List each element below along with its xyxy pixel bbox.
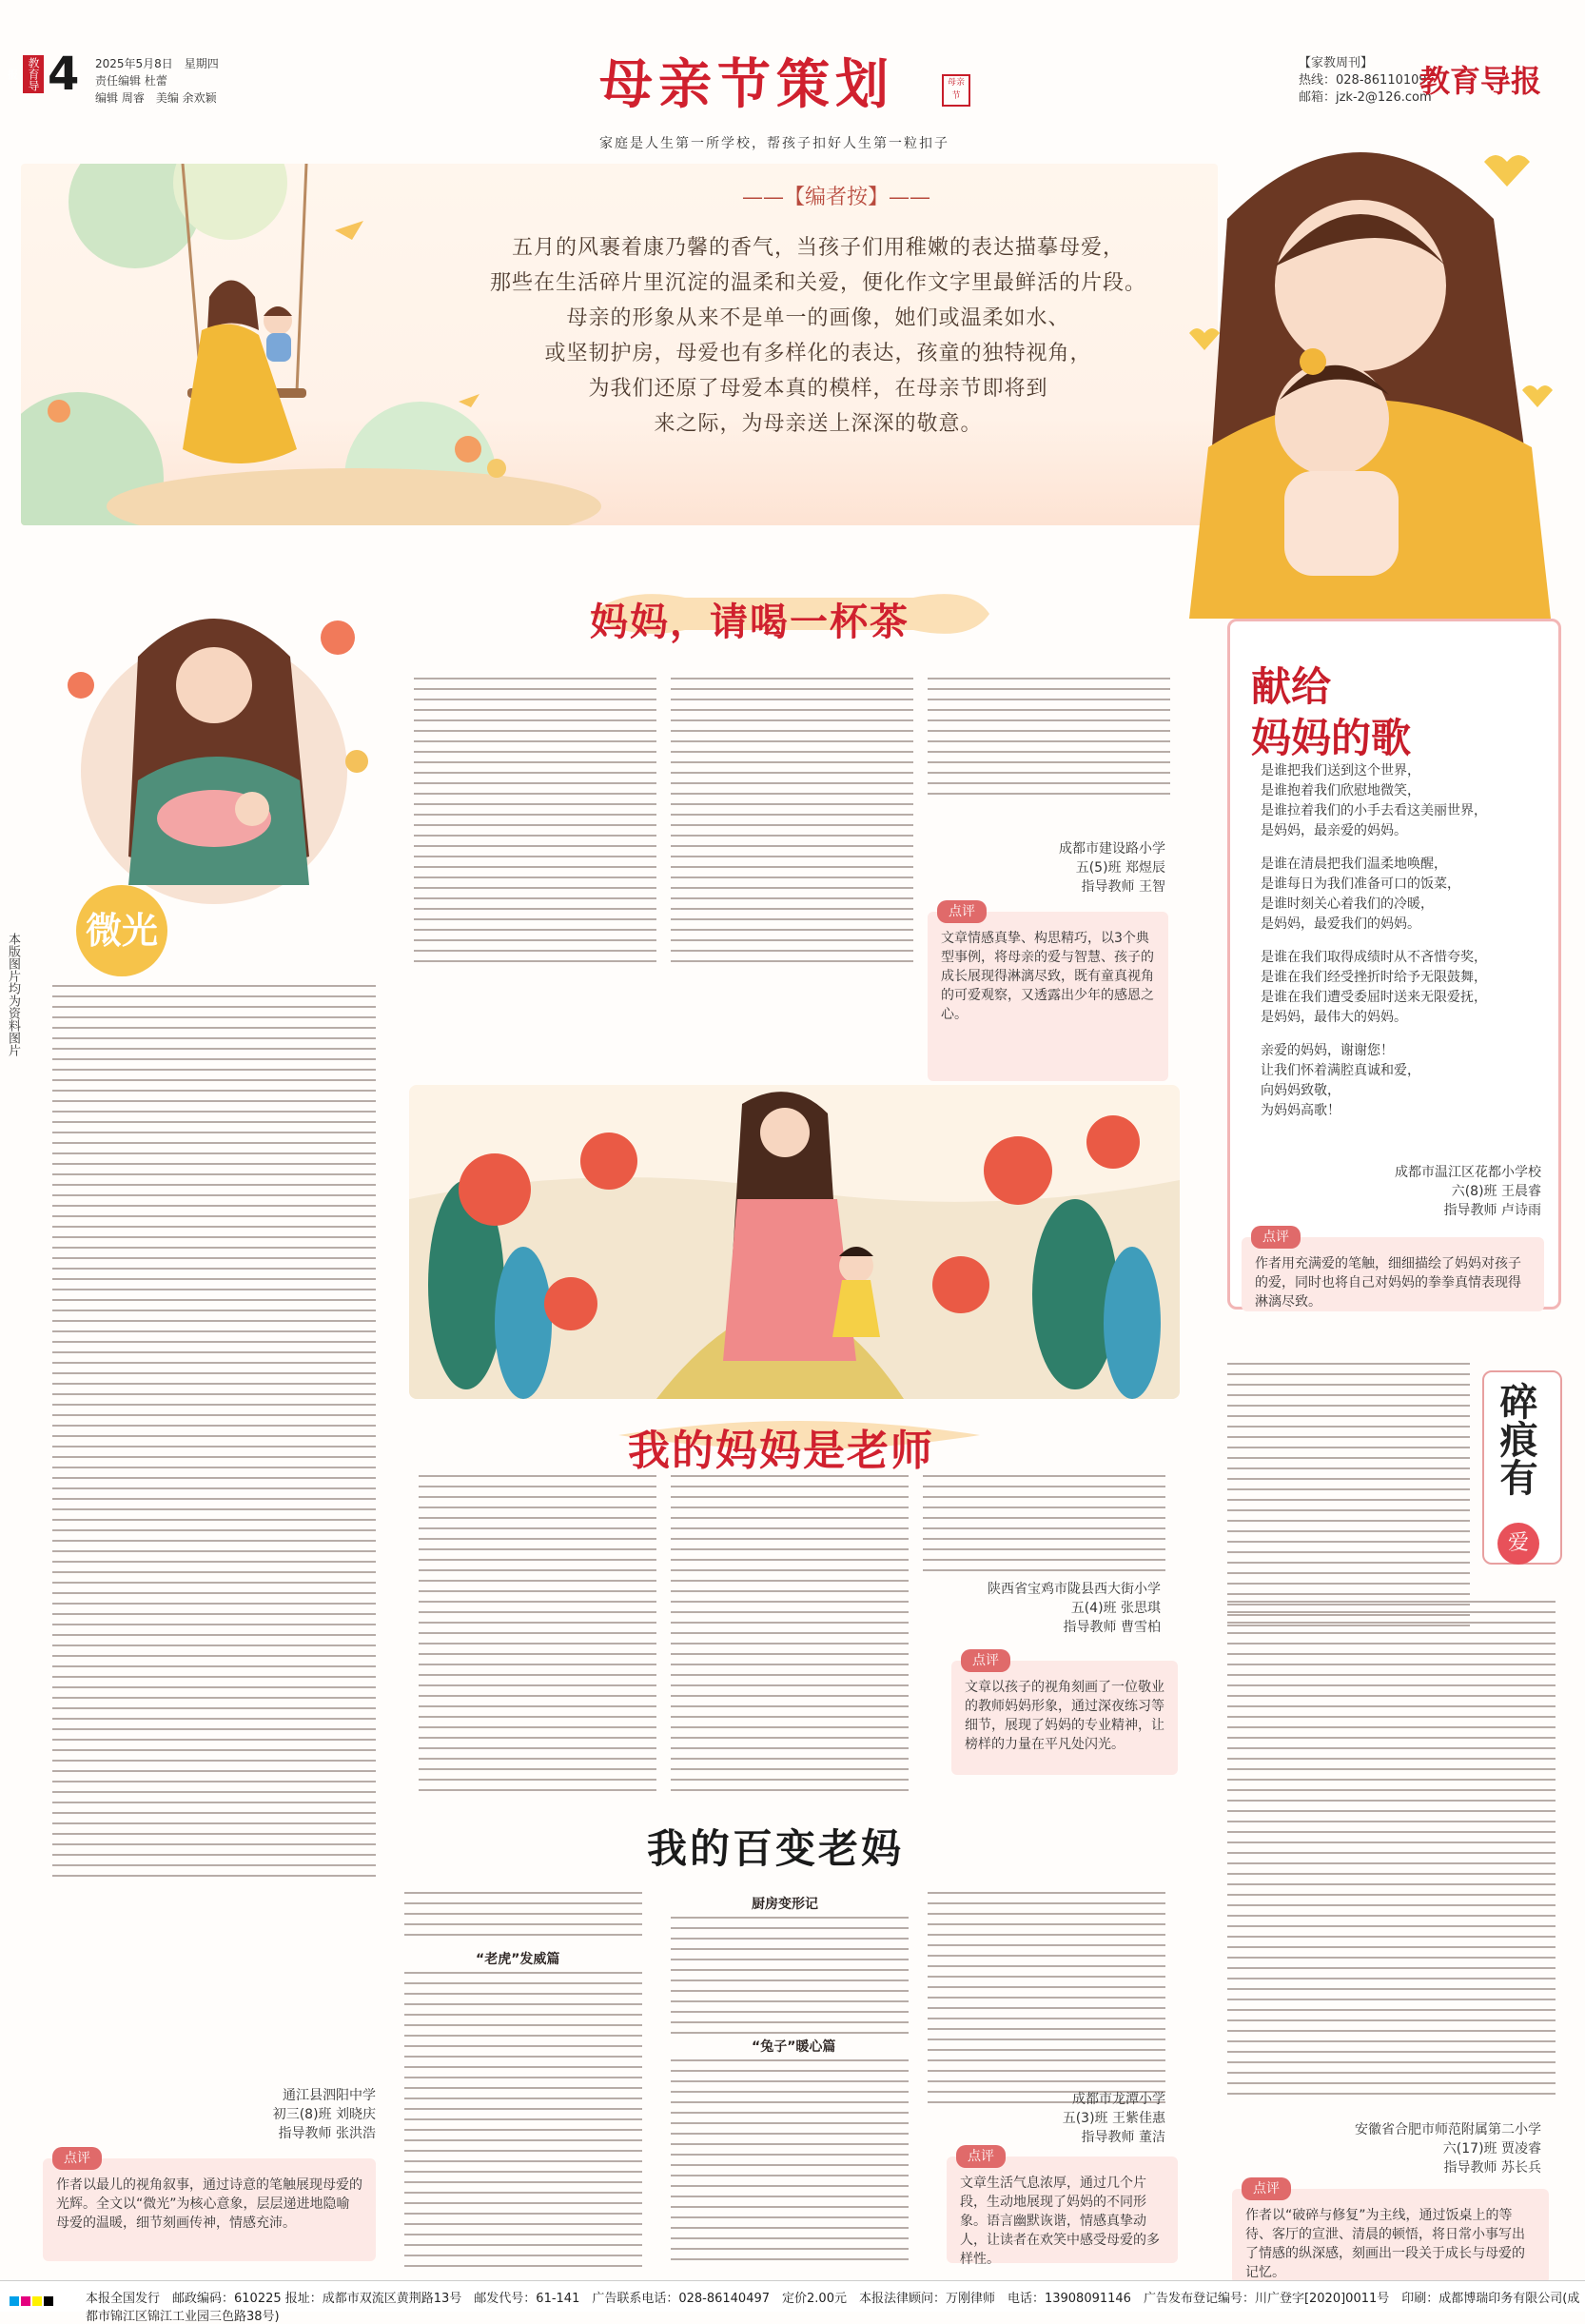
comment-text: 文章以孩子的视角刻画了一位敬业的教师妈妈形象，通过深夜练习等细节，展现了妈妈的专业精神，让榜样的力量在平凡处闪光。 [965, 1680, 1164, 1752]
comment-box-bianhua [947, 2149, 1178, 2267]
subheading-laohu: “老虎”发威篇 [476, 1952, 560, 1967]
comment-box-teacher [951, 1653, 1178, 1775]
comment-text: 作者以最儿的视角叙事，通过诗意的笔触展现母爱的光辉。全文以“微光”为核心意象，层层递进地隐喻母爱的温暖，细节刻画传神，情感充沛。 [56, 2177, 362, 2231]
byline-school: 陕西省宝鸡市陇县西大街小学 [988, 1582, 1161, 1597]
byline-bianhua [928, 2090, 1165, 2147]
byline-student: 五(3)班 王紫佳惠 [1062, 2111, 1165, 2126]
comment-tag: 点评 [1242, 2177, 1291, 2200]
mother-hug-illustration [1170, 105, 1560, 619]
comment-text: 作者以“破碎与修复”为主线，通过饭桌上的等待、客厅的宣泄、清晨的顿悟，将日常小事写出了情感的纵深感，刻画出一段关于成长与母爱的记忆。 [1245, 2208, 1525, 2280]
song-stanza: 亲爱的妈妈，谢谢您！ 让我们怀着满腔真诚和爱， 向妈妈致敬， 为妈妈高歌！ [1261, 1043, 1420, 1118]
byline-teacher: 指导教师 张洪浩 [278, 2126, 376, 2141]
comment-tag: 点评 [956, 2145, 1006, 2168]
article-body-scar-top [1227, 1363, 1470, 1635]
byline-school: 通江县泗阳中学 [283, 2088, 376, 2103]
byline-song [1256, 1163, 1541, 1220]
byline-student: 六(17)班 贾凌睿 [1442, 2141, 1541, 2157]
comment-tag: 点评 [937, 900, 987, 923]
article-title-weiguang: 微光 [76, 885, 167, 976]
article-title-scar: 碎痕有 [1494, 1382, 1538, 1496]
editor-note-line: 或坚韧护房，母爱也有多样化的表达，孩童的独特视角， [544, 342, 1092, 365]
article-body-bianhua-col2b [671, 2059, 909, 2269]
article-body-cup-col2 [671, 678, 913, 971]
byline-student: 初三(8)班 刘晓庆 [272, 2107, 376, 2122]
editor-note-line: 五月的风裹着康乃馨的香气，当孩子们用稚嫩的表达描摹母爱， [511, 236, 1125, 260]
brand-contact [1299, 55, 1432, 107]
article-title-bianhua: 我的百变老妈 [647, 1825, 905, 1872]
article-body-bianhua-col3 [928, 1892, 1165, 2112]
byline-weiguang [190, 2086, 376, 2143]
article-body-weiguang [52, 985, 376, 1885]
comment-tag: 点评 [1251, 1226, 1301, 1249]
comment-text: 文章情感真挚、构思精巧，以3个典型事例，将母亲的爱与智慧、孩子的成长展现得淋漓尽致，既有童真视角的可爱观察，又透露出少年的感恩之心。 [941, 931, 1154, 1022]
song-stanza: 是谁在清晨把我们温柔地唤醒， 是谁每日为我们准备可口的饭菜， 是谁时刻关心着我们的冷暖， 是妈妈，最爱我们的妈妈。 [1261, 857, 1460, 932]
byline-teacher: 指导教师 苏长兵 [1443, 2160, 1541, 2176]
article-title-song [1251, 661, 1411, 764]
byline-school: 安徽省合肥市师范附属第二小学 [1355, 2122, 1541, 2137]
article-body-bianhua-col2 [671, 1917, 909, 2042]
comment-tag: 点评 [961, 1649, 1010, 1672]
masthead-title: 母亲节策划 [599, 53, 894, 116]
editor-note-line: 母亲的形象从来不是单一的画像，她们或温柔如水、 [566, 306, 1070, 330]
byline-school: 成都市龙潭小学 [1072, 2092, 1165, 2107]
editor-note-body [457, 230, 1180, 442]
brand-phone: 热线：028-86110109 [1299, 73, 1427, 88]
comment-box-weiguang [43, 2151, 376, 2261]
header-meta [95, 55, 219, 107]
byline-teacher: 指导教师 董洁 [1081, 2130, 1165, 2145]
comment-tag: 点评 [52, 2147, 102, 2170]
comment-box-cup [928, 904, 1168, 1081]
song-stanza: 是谁在我们取得成绩时从不吝惜夸奖， 是谁在我们经受挫折时给予无限鼓舞， 是谁在我们遭受委屈时送来无限爱抚， 是妈妈，最伟大的妈妈。 [1261, 950, 1487, 1025]
side-caption: 本版图片均为资料图片 [6, 933, 20, 1056]
heart-icon: 爱 [1497, 1523, 1539, 1565]
comment-text: 文章生活气息浓厚，通过几个片段，生动地展现了妈妈的不同形象。语言幽默诙谐，情感真挚动人，让读者在欢笑中感受母爱的多样性。 [960, 2176, 1160, 2267]
date-line: 2025年5月8日 星期四 [95, 57, 219, 70]
article-body-bianhua-col1 [404, 1892, 642, 1944]
editor-line-2: 编辑 周睿 美编 余欢颖 [95, 91, 217, 105]
editor-note-line: 为我们还原了母爱本真的模样，在母亲节即将到 [588, 377, 1048, 401]
editor-line: 责任编辑 杜蕾 [95, 74, 167, 88]
article-title-cup: 妈妈，请喝一杯茶 [590, 600, 910, 644]
article-body-bianhua-col1b [404, 1972, 642, 2275]
byline-school: 成都市建设路小学 [1059, 841, 1165, 857]
brand-label: 【家教周刊】 [1299, 56, 1374, 70]
brand-logo: 教育导报 [1419, 63, 1542, 99]
byline-teacher [923, 1580, 1161, 1637]
comment-box-scar [1232, 2181, 1549, 2284]
page-number: 4 [48, 48, 80, 101]
footer-text: 本报全国发行 邮政编码：610225 报址：成都市双流区黄荆路13号 邮发代号：61-141 广告联系电话：028-86140497 定价2.00元 本报法律顾问：万刚律师 电话：13908091146 广告发布登记编号：川广登字[2020]0011号 印刷：成都博瑞印务有限公司(成都市锦江区锦江工业园三色路38号) [86, 2292, 1580, 2324]
page-tag: 教育导报 [23, 55, 44, 93]
article-body-teacher-col3 [923, 1475, 1165, 1580]
comment-box-song [1242, 1230, 1544, 1311]
article-body-cup-col1 [414, 678, 656, 971]
editor-note-title: ——【编者按】—— [742, 186, 931, 209]
byline-school: 成都市温江区花都小学校 [1395, 1165, 1541, 1180]
byline-teacher: 指导教师 曹雪柏 [1063, 1620, 1161, 1635]
color-bar [10, 2292, 55, 2310]
comment-text: 作者用充满爱的笔触，细细描绘了妈妈对孩子的爱，同时也将自己对妈妈的拳拳真情表现得淋漓尽致。 [1255, 1256, 1521, 1310]
byline-student: 五(5)班 郑煜辰 [1075, 860, 1165, 876]
byline-teacher: 指导教师 卢诗雨 [1443, 1203, 1541, 1218]
song-title-line1: 献给 [1251, 663, 1332, 710]
article-body-teacher-col1 [419, 1475, 656, 1800]
song-stanza: 是谁把我们送到这个世界， 是谁抱着我们欣慰地微笑， 是谁拉着我们的小手去看这美丽世界， 是妈妈，最亲爱的妈妈。 [1261, 763, 1487, 838]
article-body-teacher-col2 [671, 1475, 909, 1800]
editor-note-line: 来之际，为母亲送上深深的敬意。 [654, 412, 983, 436]
brand-email: 邮箱：jzk-2@126.com [1299, 90, 1432, 105]
song-title-line2: 妈妈的歌 [1251, 715, 1412, 761]
subheading-tuzi: “兔子”暖心篇 [752, 2039, 836, 2055]
byline-teacher: 指导教师 王智 [1081, 879, 1165, 895]
song-body [1261, 761, 1546, 1121]
article-body-cup-col3 [928, 678, 1170, 803]
byline-student: 五(4)班 张思琪 [1070, 1601, 1161, 1616]
article-title-teacher: 我的妈妈是老师 [628, 1427, 934, 1475]
garden-illustration [409, 1085, 1180, 1399]
masthead-seal: 母亲节 [942, 74, 970, 107]
article-body-scar [1227, 1601, 1556, 2103]
editor-note-line: 那些在生活碎片里沉淀的温柔和关爱，便化作文字里最鲜活的片段。 [489, 271, 1146, 295]
byline-student: 六(8)班 王晨睿 [1451, 1184, 1541, 1199]
byline-cup [928, 839, 1165, 896]
masthead-slogan: 家庭是人生第一所学校，帮孩子扣好人生第一粒扣子 [599, 136, 949, 151]
byline-scar [1237, 2120, 1541, 2177]
subheading-chufang: 厨房变形记 [752, 1897, 818, 1912]
